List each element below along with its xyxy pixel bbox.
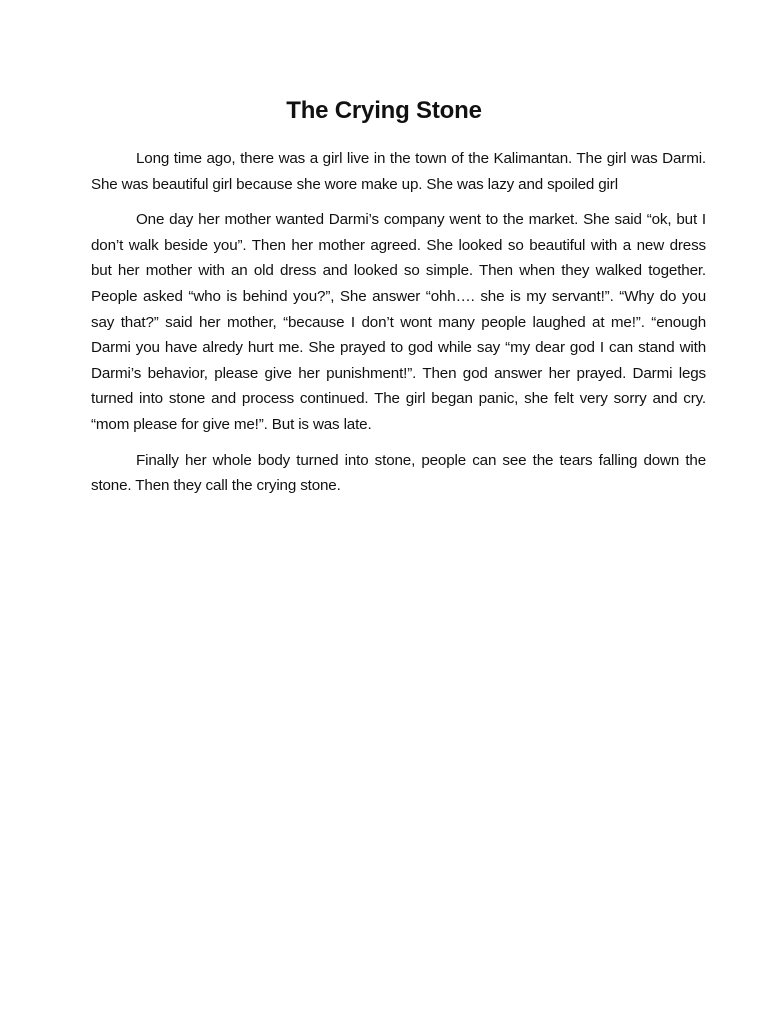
document-title: The Crying Stone [286,97,482,124]
paragraph-market: One day her mother wanted Darmi’s company went to the market. She said “ok, but I don’t walk beside you”. Then her mother agreed. She looked so beautiful with a new dress but her mother with an old dress and looked so simple. Then when they walked together. People asked “who is behind you?”, She answer “ohh…. she is my servant!”. “Why do you say that?” said her mother, “because I don’t wont many people laughed at me!”. “enough Darmi you have alredy hurt me. She prayed to god while say “my dear god I can stand with Darmi’s behavior, please give her punishment!”. Then god answer her prayed. Darmi legs turned into stone and process continued. The girl began panic, she felt very sorry and cry. “mom please for give me!”. But is was late. [91,211,706,433]
document-body [91,146,706,509]
paragraph-intro: Long time ago, there was a girl live in the town of the Kalimantan. The girl was Darmi. She was beautiful girl because she wore make up. She was lazy and spoiled girl [91,150,706,193]
paragraph-ending: Finally her whole body turned into stone, people can see the tears falling down the stone. Then they call the crying stone. [91,451,706,495]
